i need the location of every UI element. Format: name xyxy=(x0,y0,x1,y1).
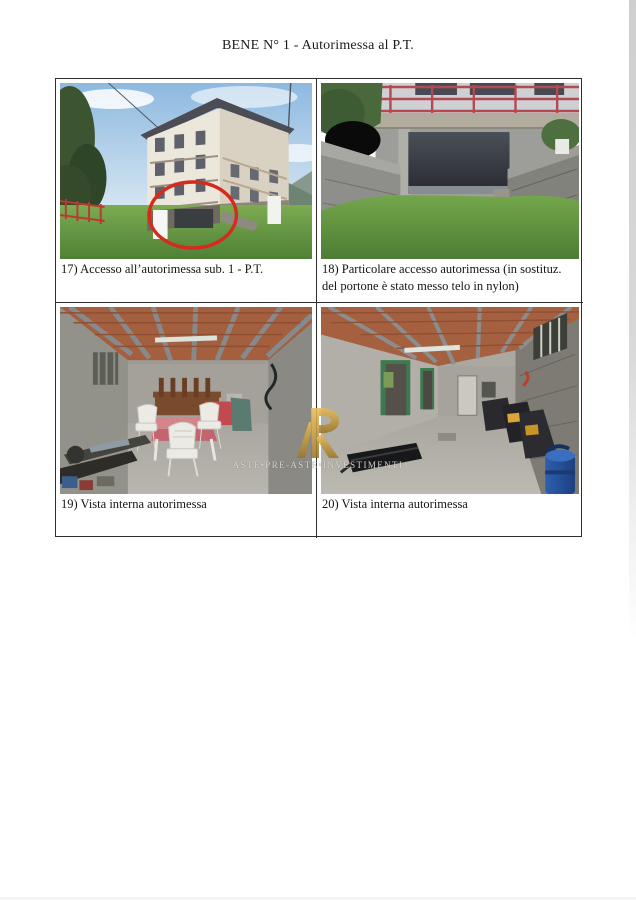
photo-caption: 20) Vista interna autorimessa xyxy=(322,497,468,511)
photo-cell-18 xyxy=(317,79,583,303)
photo-table xyxy=(55,78,582,537)
photo-interior-corridor xyxy=(321,307,579,494)
photo-cell-20 xyxy=(317,303,583,538)
green-doorways xyxy=(381,360,435,415)
photo-cell-19 xyxy=(56,303,317,538)
watermark-text: ASTE•PRE-ASTE•INVESTIMENTI xyxy=(232,460,404,470)
photo-building-exterior xyxy=(60,83,312,259)
floor-grate xyxy=(438,433,456,441)
garage-door xyxy=(174,209,213,228)
page-edge-shadow xyxy=(629,0,636,640)
white-post xyxy=(153,210,168,239)
white-post xyxy=(267,196,281,224)
photo-interior-table xyxy=(60,307,312,494)
blue-barrel xyxy=(545,446,575,494)
garage-opening-nylon xyxy=(408,132,509,194)
photo-caption: 19) Vista interna autorimessa xyxy=(61,497,207,511)
white-door xyxy=(458,376,477,415)
page-title: BENE N° 1 - Autorimessa al P.T. xyxy=(222,38,414,53)
photo-caption: 17) Accesso all’autorimessa sub. 1 - P.T. xyxy=(61,262,264,276)
photo-caption: 18) Particolare accesso autorimessa (in sostituz. del portone è stato messo telo in nylon) xyxy=(322,262,562,293)
flower-pot xyxy=(555,139,569,154)
grass xyxy=(321,195,579,259)
photo-garage-entrance xyxy=(321,83,579,259)
photo-cell-17 xyxy=(56,79,317,303)
